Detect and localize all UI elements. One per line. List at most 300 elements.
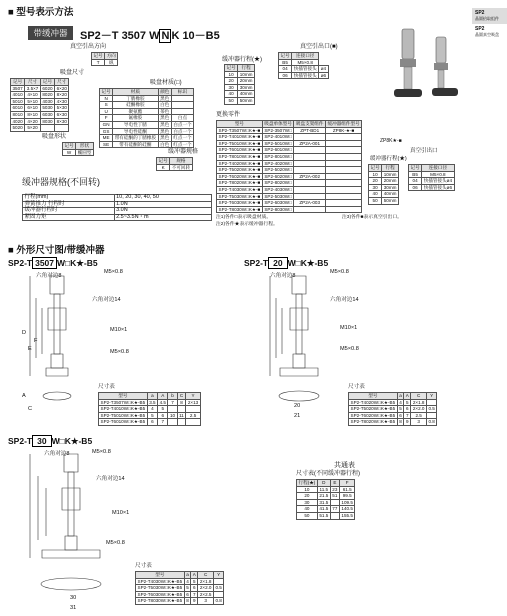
zp-port-table-cell: B5: [409, 171, 422, 178]
cushion-table-cell: 紧固力矩: [23, 214, 115, 221]
parts-table-cell: [294, 147, 326, 154]
drawing1-label-D: F: [34, 338, 38, 344]
stroke-table-cell: 50mm: [239, 97, 253, 103]
zp-stroke-table-cell: 10: [369, 171, 382, 178]
common-table-cell: 61.5: [339, 486, 355, 493]
parts-table-cell: [326, 206, 362, 213]
dir-table-header: 方向: [106, 53, 116, 58]
parts-title: 更换零件: [216, 112, 241, 118]
material-table-cell: F: [100, 115, 113, 122]
drawing2-size-table-cell: 8: [399, 419, 402, 425]
drawing3-size-table-cell: 2×2.0: [199, 585, 212, 591]
drawing2-size-table-cell: 3: [411, 419, 427, 426]
drawing1-size-table-row: [99, 406, 201, 413]
stroke-table-cell: 40: [225, 91, 238, 98]
drawing3-size-table-cell: [213, 591, 223, 598]
zp-stroke-table-header: 记号: [370, 165, 380, 170]
drawing3-size-table-cell: 7: [191, 591, 198, 598]
drawing1-label-F: D: [22, 330, 27, 336]
parts-table-cell: SP2-6030W□: [262, 200, 294, 207]
size-table-header: 记号: [40, 79, 54, 86]
parts-table-cell: [326, 180, 362, 187]
drawing1-size-table-header: 型号: [99, 393, 148, 400]
common-table-header: E: [330, 480, 339, 487]
size-table-cell: 5×30: [56, 105, 67, 111]
material-table-row: [100, 115, 194, 122]
size-table-row: [11, 111, 69, 118]
zp-stroke-table-cell: 20: [369, 178, 382, 185]
drawing3-size-table-cell: 8: [186, 598, 189, 604]
parts-table-cell: SP2-T4030W□K★-■: [218, 186, 261, 192]
zp-stroke-table-cell: 20mm: [383, 178, 397, 184]
size-table-row: [11, 92, 69, 99]
parts-table-header: 吸盘支架组件: [295, 121, 324, 126]
drawing3-size-table-cell: SP2-T6030W□K★-B5: [137, 591, 183, 597]
common-table-cell: 77: [332, 506, 338, 512]
drawing3-hex1: 六角对边8: [44, 451, 70, 457]
callout-size: 吸盘尺寸: [60, 70, 85, 76]
drawing1-size-table-row: [99, 412, 201, 419]
zp-port-table-header: 连接口径: [422, 165, 454, 172]
cushion-table-cell: 行程(mm): [23, 195, 115, 202]
zp-stroke-table-header: 行程: [382, 165, 399, 172]
port-table-header: 记号: [280, 53, 290, 58]
stroke-table-cell: 10: [225, 71, 238, 78]
drawing1-size-table-cell: 7: [168, 399, 177, 406]
zp-stroke-table-row: [369, 178, 399, 185]
stroke-table-header: 行程: [238, 65, 255, 72]
drawing2-size-table-cell: 6: [404, 406, 411, 413]
common-table-header: F: [339, 480, 355, 487]
parts-table-cell: [326, 160, 362, 167]
port-table-cell: B5: [279, 59, 292, 66]
material-table-cell: 黑色: [160, 95, 170, 101]
size-table-header: 尺寸: [55, 79, 69, 86]
size-table-cell: 5010: [12, 98, 23, 104]
parts-table-cell: SP2-T3507W□K★-■: [218, 127, 261, 133]
size-table-cell: 4010: [12, 92, 23, 98]
material-table-cell: N: [100, 95, 113, 102]
parts-table-cell: SP2-T4020W□K★-■: [218, 160, 261, 166]
material-table-header: 材质: [113, 89, 158, 96]
parts-table-cell: [326, 134, 362, 141]
zp-port-table-cell: 快插管接头ø6: [423, 184, 453, 190]
material-table-cell: 白点: [171, 115, 193, 122]
drawing3-size-table-cell: 6: [186, 591, 189, 597]
common-table-header: D: [317, 480, 330, 487]
drawing1-spring: [51, 354, 63, 368]
parts-table-cell: SP2-T6010W□K★-■: [218, 147, 261, 153]
drawing2-size-table: [348, 392, 437, 426]
side-tab-1[interactable]: SP2 晶圆拾取组件: [472, 8, 507, 24]
material-table-cell: U: [100, 108, 113, 115]
zp-stroke-table: [368, 164, 399, 205]
drawing2-size-table-cell: SP2-T8020W□K★-B5: [350, 419, 396, 425]
callout-port: 真空引出口(■): [300, 44, 338, 50]
material-table-row: [100, 141, 194, 148]
material-table-cell: [171, 108, 193, 115]
callout-shape: 吸盘形状: [42, 134, 67, 140]
parts-table-row: [217, 173, 362, 180]
stroke-table-row: [225, 71, 255, 78]
zp-stroke-table-cell: 10mm: [383, 171, 397, 177]
drawing1-thread3: M5×0.8: [110, 349, 129, 355]
size-table-cell: [40, 125, 54, 132]
parts-table-header: 型号: [217, 121, 263, 128]
material-table-row: [100, 121, 194, 128]
parts-table-cell: SP2-5030W□: [262, 193, 294, 200]
material-table-row: [100, 95, 194, 102]
drawing3-thread2: M10×1: [112, 510, 130, 516]
drawing2-size-table-header: 型号: [349, 393, 398, 400]
zp-port-table-cell: 04: [409, 178, 422, 185]
parts-table-cell: SP2-T8010W□K★-■: [218, 153, 261, 159]
size-table-cell: 8010: [12, 111, 23, 117]
parts-table-cell: SP2-5010W□: [262, 140, 294, 147]
port-table-cell: 快插管接头: [293, 72, 317, 78]
drawing2-title: SP2-T 20 W□K★-B5: [244, 258, 329, 268]
port-table: [278, 52, 329, 79]
material-table-header: 记号: [101, 89, 111, 94]
drawing2-size-table-row: [349, 412, 437, 419]
zp-stroke-table-row: [369, 184, 399, 191]
material-table-row: [100, 102, 194, 109]
stroke-table: [224, 64, 255, 105]
parts-table-cell: SP2-8020W□: [262, 180, 294, 187]
parts-table-row: [217, 153, 362, 160]
drawing3-size-table-cell: 2×1.8: [199, 578, 212, 584]
drawing1-size-table-cell: 5: [158, 406, 168, 413]
drawing2-size-table-cell: 9: [404, 419, 411, 426]
drawing1-size-table-cell: SP2-T6010W□K★-B5: [100, 419, 146, 425]
size-table-cell: 6010: [12, 105, 23, 111]
material-table-cell: 带有硅酮的硅酮: [113, 141, 158, 148]
zp-port-table: [408, 164, 455, 191]
stroke-table-row: [225, 78, 255, 85]
stroke-table-cell: 50: [225, 97, 238, 104]
cushion-table-cell: 缓冲器行程时: [23, 208, 115, 215]
parts-table-row: [217, 140, 362, 147]
drawing2-size-table-header: C: [411, 393, 427, 400]
drawing2-size-table-cell: SP2-T5020W□K★-B5: [350, 406, 396, 412]
drawing1-size-table-header: C: [177, 393, 186, 400]
drawing2-size-table-cell: 5: [399, 406, 402, 412]
spec-table-cell: 不可回转: [171, 164, 191, 170]
parts-table: [216, 120, 362, 213]
parts-table-cell: [294, 167, 326, 174]
zp-port-table-header: 记号: [410, 165, 420, 170]
parts-table-cell: SP2-6020W□: [262, 173, 294, 180]
shape-table-row: [63, 149, 94, 156]
zp-stroke-table-cell: 50: [369, 197, 382, 204]
port-table-cell: M5×0.8: [292, 59, 319, 66]
drawing1-size-table-cell: [186, 419, 200, 426]
parts-table-cell: SP2-4010W□: [262, 134, 294, 141]
material-table-row: [100, 135, 194, 142]
size-table-cell: 5×10: [25, 98, 41, 105]
drawing1-size-table-cell: 3.5: [149, 399, 156, 405]
parts-table-row: [217, 180, 362, 187]
common-table-cell: 40: [297, 506, 318, 513]
parts-table-cell: SP2-8010W□: [262, 153, 294, 160]
size-table-cell: 8×10: [25, 111, 41, 118]
drawing2-size-table-cell: SP2-T6020W□K★-B5: [350, 412, 396, 418]
drawing3-size-table-cell: 9: [191, 598, 198, 605]
size-table-cell: 6×30: [56, 111, 67, 117]
material-table-cell: [171, 102, 193, 109]
size-table-header: 尺寸: [25, 79, 41, 86]
parts-table-cell: SP2-T6030W□K★-■: [218, 200, 261, 206]
zp-port-table-cell: 06: [409, 184, 422, 191]
cushion-table-row: [23, 214, 212, 221]
drawing1-size-table-row: [99, 419, 201, 426]
zp-port-table-row: [409, 184, 455, 191]
product-suction-cup-large: [394, 29, 422, 97]
parts-table-cell: SP2-4020W□: [262, 160, 294, 167]
callout-direction: 真空引出方向: [70, 44, 107, 50]
drawing1-size-table-header: A: [158, 393, 168, 400]
material-table-cell: 导电性丁腈: [113, 121, 158, 128]
size-table-cell: 3507: [12, 85, 23, 91]
zp-stroke-table-row: [369, 197, 399, 204]
drawing1-size-table-header: b: [168, 393, 177, 400]
material-table-cell: [171, 95, 193, 102]
size-table-cell: 4020: [12, 118, 23, 124]
material-table: [99, 88, 194, 148]
common-table-cell: 50: [297, 512, 318, 519]
drawing1-title: SP2-T 3507 W□K★-B5: [8, 258, 98, 268]
cushion-title: 缓冲器规格(不回转): [22, 177, 100, 187]
drawing1-size-table-cell: [186, 406, 200, 413]
material-table-header: 颜色: [160, 89, 170, 94]
material-table-cell: 丁腈橡胶: [113, 95, 158, 102]
drawing1-size-table-cell: [168, 406, 177, 413]
drawing2-size-table-cell: 2.5: [411, 412, 427, 419]
stroke-table-cell: 30mm: [239, 84, 253, 90]
common-table-cell: 140.5: [341, 506, 353, 512]
drawing1-label-E: E: [28, 346, 32, 352]
material-table-cell: ME: [100, 135, 113, 142]
drawing1-size-table-cell: SP2-T5010W□K★-B5: [100, 412, 146, 418]
parts-table-cell: [294, 186, 326, 193]
parts-table-row: [217, 160, 362, 167]
drawing3-size-table-cell: 5: [186, 585, 189, 591]
drawing3-size-table-cell: 4: [186, 578, 189, 584]
parts-table-cell: ZP8K-★-■: [326, 127, 362, 134]
drawing1-size-table-row: [99, 399, 201, 406]
size-table-cell: 5020: [12, 125, 23, 131]
parts-table-row: [217, 147, 362, 154]
shape-table-header: 记号: [64, 143, 74, 148]
drawing2-size-table-cell: 0.5: [428, 406, 435, 412]
stroke-table-cell: 20mm: [239, 78, 253, 84]
spec-table-row: [157, 164, 193, 171]
parts-table-cell: ZP2A-002: [294, 173, 326, 180]
material-table-cell: SE: [100, 141, 113, 148]
drawing1-thread1: M5×0.8: [104, 269, 123, 275]
drawing1-size-table-cell: 7: [158, 419, 168, 426]
common-table-cell: 20: [297, 493, 318, 500]
parts-table-cell: [326, 147, 362, 154]
common-table-row: [297, 506, 355, 513]
size-table-cell: 8030: [42, 118, 53, 124]
port-table-cell: 快插管接头: [293, 66, 317, 72]
parts-table-header: 吸盘单体型号: [264, 121, 292, 126]
size-table-cell: 6020: [42, 85, 53, 91]
drawing3-size-table-cell: 0.8: [215, 598, 222, 604]
drawing2-svg: [246, 268, 346, 418]
material-table-cell: 白色: [160, 102, 170, 108]
common-table-cell: 51.5: [319, 512, 329, 518]
size-table-header: 记号: [11, 79, 25, 86]
drawing1-thread2: M10×1: [110, 327, 128, 333]
drawing1-hex-body: [50, 276, 64, 294]
drawing2-size-table-row: [349, 419, 437, 426]
model-code: SP2－T 3507 W N K 10－B5: [80, 30, 220, 42]
spec-table-header: 规格: [170, 158, 192, 165]
drawing1-size-table-cell: SP2-T3507W□K★-B5: [100, 399, 146, 405]
material-table-cell: GS: [100, 128, 113, 135]
material-table-cell: 茶色: [160, 108, 170, 114]
material-table-cell: 黑色: [160, 128, 170, 134]
drawing3-svg: [10, 448, 130, 608]
parts-table-cell: ZP2A-003: [294, 200, 326, 207]
drawing2-size-table-cell: 4: [399, 399, 402, 405]
material-table-row: [100, 108, 194, 115]
drawing1-size-table-header: a: [147, 393, 157, 400]
drawing2-size-table-cell: 0.8: [428, 419, 435, 425]
common-table-cell: 23: [332, 486, 338, 492]
common-table-cell: 21.5: [319, 493, 329, 499]
port-table-cell: ø4: [320, 66, 327, 72]
parts-table-cell: [294, 180, 326, 187]
material-table-cell: 白点一个: [173, 121, 192, 127]
size-table-cell: 4×20: [25, 118, 41, 125]
zp-stroke-table-cell: 50mm: [383, 197, 397, 203]
drawing1-hex1: 六角对边8: [36, 273, 62, 279]
parts-table-cell: [326, 173, 362, 180]
drawing1-label-A: A: [22, 393, 26, 399]
callout-stroke: 缓冲器行程(★): [222, 57, 262, 63]
drawing3-size-table-cell: SP2-T5030W□K★-B5: [137, 585, 183, 591]
zp-label: ZP8K★-■: [380, 138, 402, 144]
drawing2-size-table-row: [349, 399, 437, 406]
drawing2-size-table-header: Y: [426, 393, 436, 400]
parts-table-cell: SP2-T8030W□K★-■: [218, 206, 261, 212]
drawing1-cup: [46, 368, 68, 376]
drawing1-shaft: [54, 294, 60, 354]
drawing2-dim2: 21: [294, 413, 301, 419]
size-table-cell: 6×10: [25, 105, 41, 112]
common-table-row: [297, 493, 355, 500]
parts-table-cell: SP2-T5030W□K★-■: [218, 193, 261, 199]
stroke-table-cell: 20: [225, 78, 238, 85]
section-title-model: ■ 型号表示方法: [8, 7, 74, 18]
zp-stroke-table-cell: 40: [369, 191, 382, 198]
drawing2-size-table-cell: 6: [399, 412, 402, 418]
shape-table: [62, 142, 94, 156]
parts-table-cell: [294, 206, 326, 213]
side-tab-2[interactable]: SP2 晶圆真空吸盘: [475, 26, 499, 37]
drawing3-size-table-row: [136, 585, 224, 592]
zp-stroke-table-row: [369, 171, 399, 178]
parts-table-cell: [326, 186, 362, 193]
parts-table-header: 缓冲器组件型号: [327, 121, 360, 126]
drawing1-size-table-cell: [177, 419, 186, 426]
drawing3-dim1: 30: [70, 595, 77, 601]
parts-table-cell: SP2-T5010W□K★-■: [218, 140, 261, 146]
material-table-cell: 导电性硅酮: [113, 128, 158, 135]
stroke-table-cell: 40mm: [239, 91, 253, 97]
size-table-cell: 6030: [42, 111, 53, 117]
common-table-row: [297, 512, 355, 519]
common-table-cell: 30: [297, 499, 318, 506]
parts-table-row: [217, 186, 362, 193]
drawing3-size-table: [135, 571, 224, 605]
drawing1-size-table-cell: SP2-T4010W□K★-B5: [100, 406, 146, 412]
spec-table-header: 记号: [158, 158, 168, 163]
dir-table: [91, 52, 118, 66]
cushion-table-cell: 10, 20, 30, 40, 50: [114, 195, 211, 202]
common-table-cell: [330, 499, 339, 506]
common-table-cell: 99.5: [339, 493, 355, 500]
stroke-table-header: 记号: [226, 65, 236, 70]
material-table-cell: GN: [100, 121, 113, 128]
drawing2-size-table-cell: [426, 399, 436, 406]
parts-note-1: 注1)各件□表示吸盘材质。: [216, 215, 272, 220]
size-table-cell: 4×30: [56, 98, 67, 104]
drawing3-size-table-header: C: [198, 572, 214, 579]
callout-material: 吸盘材质(□): [150, 80, 182, 86]
drawing3-size-table-cell: 2×2.5: [199, 591, 212, 597]
material-table-cell: S: [100, 102, 113, 109]
cushion-table: [22, 194, 212, 221]
parts-note-2: 注2)各件★表示缓冲器行程。: [216, 222, 278, 227]
size-table-row: [11, 85, 69, 92]
drawing1-size-table-cell: [168, 419, 177, 426]
common-table-cell: 51: [332, 493, 338, 499]
drawing3-size-table-row: [136, 578, 224, 585]
drawing1-size-title: 尺寸表: [98, 384, 115, 390]
parts-table-cell: [294, 160, 326, 167]
size-table-cell: 8×20: [56, 92, 67, 98]
port-table-cell: 06: [279, 72, 292, 79]
drawing1-size-table: [98, 392, 201, 426]
side-tab-group: [472, 8, 507, 40]
drawing2-hex1: 六角对边8: [270, 273, 296, 279]
parts-table-row: [217, 200, 362, 207]
stroke-table-row: [225, 84, 255, 91]
common-table-row: [297, 486, 355, 493]
common-table-cell: 31.5: [319, 499, 329, 505]
material-table-cell: 红点一个: [173, 141, 192, 147]
material-table-cell: 聚氨酯: [113, 108, 158, 115]
common-table-cell: 109.5: [341, 499, 353, 505]
drawing1-size-table-cell: 4: [147, 406, 157, 413]
stroke-table-row: [225, 97, 255, 104]
material-table-cell: 带有硅酮的丁腈橡胶: [114, 135, 157, 141]
zp-port-table-row: [409, 171, 455, 178]
common-table-row: [297, 499, 355, 506]
cushion-table-cell: 1.0N: [114, 201, 211, 208]
shape-table-cell: 椭圆型: [77, 149, 92, 155]
parts-table-row: [217, 193, 362, 200]
stroke-table-row: [225, 91, 255, 98]
drawing1-size-table-cell: 5: [147, 412, 157, 419]
dir-table-header: 记号: [93, 53, 103, 58]
spec-table: [156, 157, 193, 171]
drawing1-size-table-cell: 10: [169, 412, 176, 418]
